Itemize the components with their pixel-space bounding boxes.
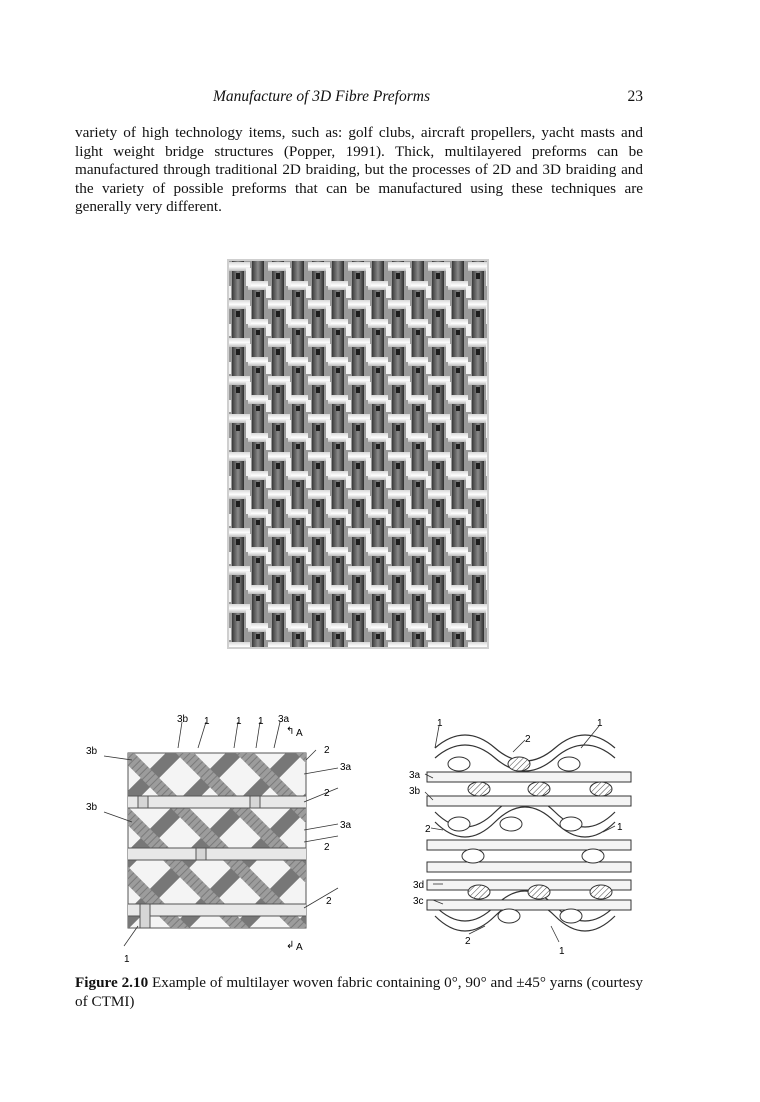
page-header: [75, 88, 643, 110]
label-r-1-tl: 1: [437, 718, 443, 729]
label-r-1-mid: 1: [617, 822, 623, 833]
label-a-top: A: [296, 728, 303, 739]
label-r-3b: 3b: [409, 786, 421, 797]
label-r-3a: 3a: [409, 770, 421, 781]
label-2d: 2: [326, 896, 332, 907]
arrow-a-bottom: ↲: [286, 940, 295, 951]
label-3a-r2: 3a: [340, 820, 352, 831]
label-2a: 2: [324, 745, 330, 756]
figure-label: Figure 2.10: [75, 974, 149, 991]
page-number: 23: [627, 88, 643, 105]
label-1a: 1: [204, 716, 210, 727]
label-r-2-top: 2: [525, 734, 531, 745]
fabric-photo-image: [228, 260, 488, 648]
label-r-1-bottom: 1: [559, 946, 565, 957]
label-a-bottom: A: [296, 942, 303, 953]
label-r-2-bottom: 2: [465, 936, 471, 947]
label-r-1-tr: 1: [597, 718, 603, 729]
caption-text: Example of multilayer woven fabric containing 0°, 90° and ±45° yarns (courtesy of CTMI): [75, 974, 643, 1010]
label-3b-top: 3b: [177, 714, 189, 725]
label-1b: 1: [236, 716, 242, 727]
body-paragraph: variety of high technology items, such as: golf clubs, aircraft propellers, yacht masts and light weight bridge structures (Popper, 1991). Thick, multilayered preforms can be manufactured through traditional 2D braiding, but the processes of 2D and 3D braiding and the variety of possible preforms that can be manufactured using these techniques are generally very different.: [75, 124, 643, 216]
layered-fabric-diagram: [86, 708, 370, 970]
label-r-2-mid: 2: [425, 824, 431, 835]
body-text: [75, 124, 643, 217]
label-2c: 2: [324, 842, 330, 853]
label-2b: 2: [324, 788, 330, 799]
label-1-bottom: 1: [124, 954, 130, 965]
label-3a-top: 3a: [278, 714, 290, 725]
cross-section-diagram: [405, 712, 645, 962]
figure-caption: [75, 973, 643, 1011]
fabric-photo: [228, 260, 488, 648]
label-1c: 1: [258, 716, 264, 727]
running-title: Manufacture of 3D Fibre Preforms: [213, 88, 430, 105]
label-r-3d: 3d: [413, 880, 425, 891]
label-3b-left-1: 3b: [86, 746, 98, 757]
label-r-3c: 3c: [413, 896, 424, 907]
label-3b-left-2: 3b: [86, 802, 98, 813]
label-3a-r1: 3a: [340, 762, 352, 773]
arrow-a-top: ↰: [286, 726, 295, 737]
